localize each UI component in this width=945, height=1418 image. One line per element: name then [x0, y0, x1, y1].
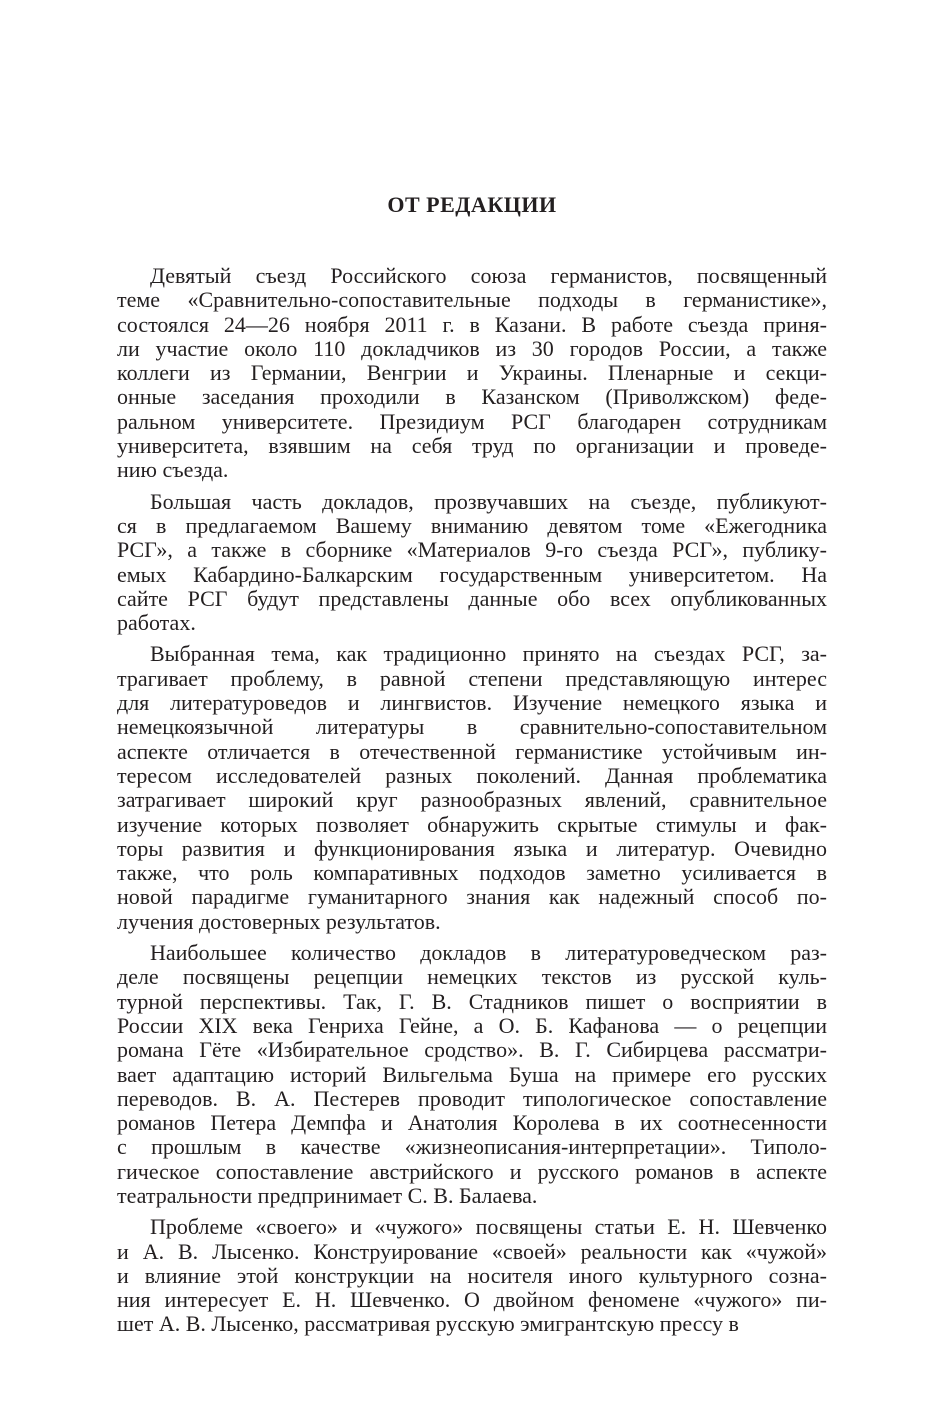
text-line: немецкоязычной литературы в сравнительно-сопоставительном — [117, 714, 827, 740]
text-line: сайте РСГ будут представлены данные обо всех опубликованных — [117, 585, 827, 611]
paragraph — [117, 490, 827, 636]
paragraph — [117, 642, 827, 934]
text-line: и А. В. Лысенко. Конструирование «своей» реальности как «чужой» — [117, 1238, 827, 1264]
text-line: аспекте отличается в отечественной германистике устойчивым ин- — [117, 738, 827, 764]
text-line: ли участие около 110 докладчиков из 30 городов России, а также — [117, 335, 827, 361]
text-line: театральности предпринимает С. В. Балаева. — [117, 1182, 538, 1208]
text-body — [117, 264, 827, 1337]
text-line: нию съезда. — [117, 457, 229, 483]
text-line: онные заседания проходили в Казанском (Приволжском) феде- — [117, 384, 827, 410]
text-line: изучение которых позволяет обнаружить скрытые стимулы и фак- — [117, 811, 827, 837]
paragraph — [117, 264, 827, 483]
text-line: Наибольшее количество докладов в литературоведческом раз- — [150, 940, 827, 966]
text-line: также, что роль компаративных подходов заметно усиливается в — [117, 860, 827, 886]
text-line: РСГ», а также в сборнике «Материалов 9-го съезда РСГ», публику- — [117, 537, 827, 563]
text-line: коллеги из Германии, Венгрии и Украины. Пленарные и секци- — [117, 360, 827, 386]
text-line: ния интересует Е. Н. Шевченко. О двойном феномене «чужого» пи- — [117, 1287, 827, 1313]
paragraph — [117, 941, 827, 1208]
text-line: ральном университете. Президиум РСГ благодарен сотрудникам — [117, 408, 827, 434]
text-line: работах. — [117, 610, 196, 636]
text-line: деле посвящены рецепции немецких текстов из русской куль- — [117, 964, 827, 990]
text-line: переводов. В. А. Пестерев проводит типологическое сопоставление — [117, 1085, 827, 1111]
text-line: романов Петера Демпфа и Анатолия Королева в их соотнесенности — [117, 1110, 827, 1136]
page-title: ОТ РЕДАКЦИИ — [387, 192, 557, 217]
text-line: трагивает проблему, в равной степени представляющую интерес — [117, 665, 827, 691]
text-line: ся в предлагаемом Вашему вниманию девятом томе «Ежегодника — [117, 512, 827, 538]
text-line: состоялся 24—26 ноября 2011 г. в Казани. В работе съезда приня- — [117, 311, 827, 337]
text-line: России XIX века Генриха Гейне, а О. Б. Кафанова — о рецепции — [117, 1012, 827, 1038]
text-line: Большая часть докладов, прозвучавших на съезде, публикуют- — [150, 488, 827, 514]
text-line: университета, взявшим на себя труд по организации и проведе- — [117, 433, 827, 459]
text-line: шет А. В. Лысенко, рассматривая русскую эмигрантскую прессу в — [117, 1311, 739, 1337]
text-line: с прошлым в качестве «жизнеописания-интерпретации». Типоло- — [117, 1134, 827, 1160]
text-line: романа Гёте «Избирательное сродство». В. Г. Сибирцева рассматри- — [117, 1037, 827, 1063]
text-line: емых Кабардино-Балкарским государственным университетом. На — [117, 561, 827, 587]
text-line: торы развития и функционирования языка и литератур. Очевидно — [117, 835, 827, 861]
text-line: тересом исследователей разных поколений. Данная проблематика — [117, 762, 827, 788]
text-line: теме «Сравнительно-сопоставительные подходы в германистике», — [117, 287, 827, 313]
text-line: лучения достоверных результатов. — [117, 908, 441, 934]
text-line: для литературоведов и лингвистов. Изучение немецкого языка и — [117, 690, 827, 716]
text-line: Проблеме «своего» и «чужого» посвящены статьи Е. Н. Шевченко — [150, 1214, 827, 1240]
text-line: новой парадигме гуманитарного знания как надежный способ по- — [117, 884, 827, 910]
page-body — [117, 190, 827, 1344]
text-line: турной перспективы. Так, Г. В. Стадников пишет о восприятии в — [117, 988, 827, 1014]
text-line: гическое сопоставление австрийского и русского романов в аспекте — [117, 1158, 827, 1184]
text-line: и влияние этой конструкции на носителя иного культурного созна- — [117, 1262, 827, 1288]
text-line: Выбранная тема, как традиционно принято на съездах РСГ, за- — [150, 641, 827, 667]
text-line: затрагивает широкий круг разнообразных явлений, сравнительное — [117, 787, 827, 813]
paragraph — [117, 1215, 827, 1336]
text-line: Девятый съезд Российского союза германистов, посвященный — [150, 263, 827, 288]
text-line: вает адаптацию историй Вильгельма Буша на примере его русских — [117, 1061, 827, 1087]
